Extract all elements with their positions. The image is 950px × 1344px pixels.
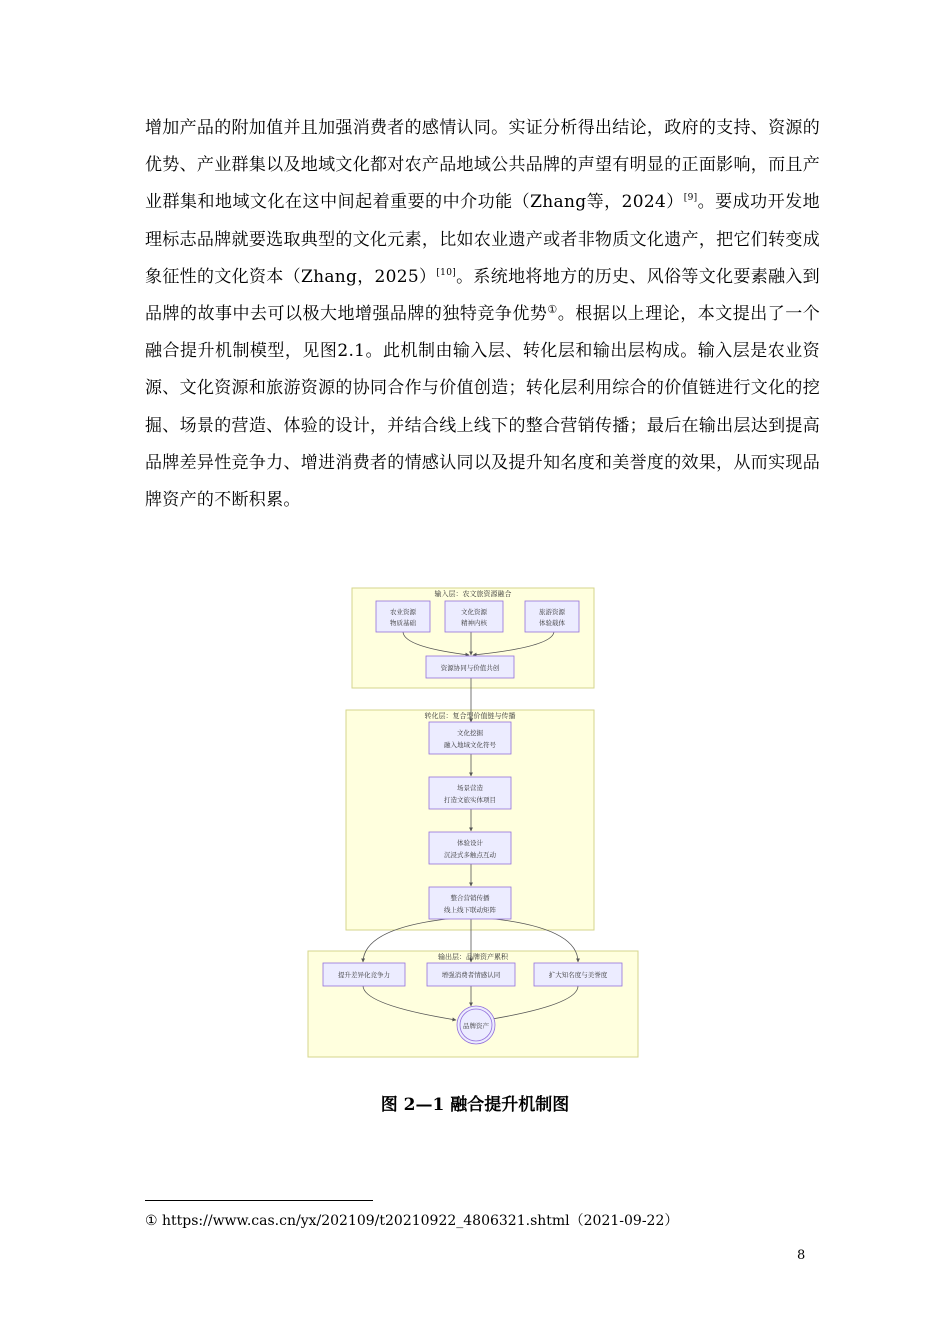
input-node-agriculture [376,601,430,632]
step-node-scene-building [429,777,511,809]
step-node-integrated-marketing [429,887,511,919]
input-node-culture-line1: 文化资源 [461,608,487,616]
body-text-part-3: 。系统地将地方的历史、风俗等文化要素融入到品牌的故事中去可以极大地增强品牌的独特竞争优势 [145,266,820,325]
footnote[interactable]: ① https://www.cas.cn/yx/202109/t20210922_4806321.shtml（2021-09-22） [145,1213,679,1229]
body-text-part-4: 。根据以上理论，本文提出了一个融合提升机制模型，见图2.1。此机制由输入层、转化层和输出层构成。输入层是农业资源、文化资源和旅游资源的协同合作与价值创造；转化层利用综合的价值链进行文化的挖掘、场景的营造、体验的设计，并结合线上线下的整合营销传播；最后在输出层达到提高品牌差异性竞争力、增进消费者的情感认同以及提升知名度和美誉度的效果，从而实现品牌资产的不断积累。 [145,304,820,511]
footnote-divider [145,1200,373,1201]
step-node-scene-building-line1: 场景营造 [457,784,483,792]
step-node-culture-mining [429,722,511,754]
output-node-reputation-label: 扩大知名度与美誉度 [548,971,608,979]
step-node-culture-mining-line2: 融入地域文化符号 [444,741,496,749]
step-node-integrated-marketing-line1: 整合营销传播 [450,894,490,902]
input-node-agriculture-line2: 物质基础 [390,619,416,627]
step-node-experience-design-line2: 沉浸式多触点互动 [444,851,496,859]
step-node-experience-design [429,832,511,864]
step-node-experience-design-line1: 体验设计 [457,839,483,847]
step-node-integrated-marketing-line2: 线上线下联动矩阵 [444,906,496,914]
output-node-competitiveness-label: 提升差异化竞争力 [338,971,390,979]
input-node-tourism-line1: 旅游资源 [539,608,565,616]
input-node-culture-line2: 精神内核 [461,619,487,627]
step-node-scene-building-line2: 打造文旅实体项目 [444,796,496,804]
transform-layer-title: 转化层：复合型价值链与传播 [424,712,516,720]
input-node-culture [445,601,503,632]
output-layer-title: 输出层：品牌资产累积 [438,953,508,961]
input-node-agriculture-line1: 农业资源 [390,608,416,616]
footnote-ref[interactable]: ① [547,303,558,317]
input-node-tourism [525,601,579,632]
citation-ref-9[interactable]: [9] [683,193,698,204]
citation-ref-10[interactable]: [10] [436,267,457,278]
merge-node-label: 资源协同与价值共创 [440,664,500,672]
mechanism-diagram-svg [306,585,640,1060]
brand-equity-label: 品牌资产 [463,1022,489,1030]
step-node-culture-mining-line1: 文化挖掘 [457,729,483,737]
page-number: 8 [797,1248,806,1263]
input-layer-title: 输入层：农文旅资源融合 [434,590,512,598]
input-node-tourism-line2: 体验载体 [539,619,565,627]
output-node-emotional-identity-label: 增强消费者情感认同 [441,971,501,979]
figure-caption: 图 2—1 融合提升机制图 [380,1095,570,1115]
mechanism-diagram [306,585,640,1060]
body-text-part-1: 增加产品的附加值并且加强消费者的感情认同。实证分析得出结论，政府的支持、资源的优势、产业群集以及地域文化都对农产品地域公共品牌的声望有明显的正面影响，而且产业群集和地域文化在这中间起着重要的中介功能（Zhang等，2024） [145,118,820,213]
body-paragraph [145,110,820,519]
body-text-part-2: 。要成功开发地理标志品牌就要选取典型的文化元素，比如农业遗产或者非物质文化遗产，把它们转变成象征性的文化资本（Zhang，2025） [145,192,820,287]
